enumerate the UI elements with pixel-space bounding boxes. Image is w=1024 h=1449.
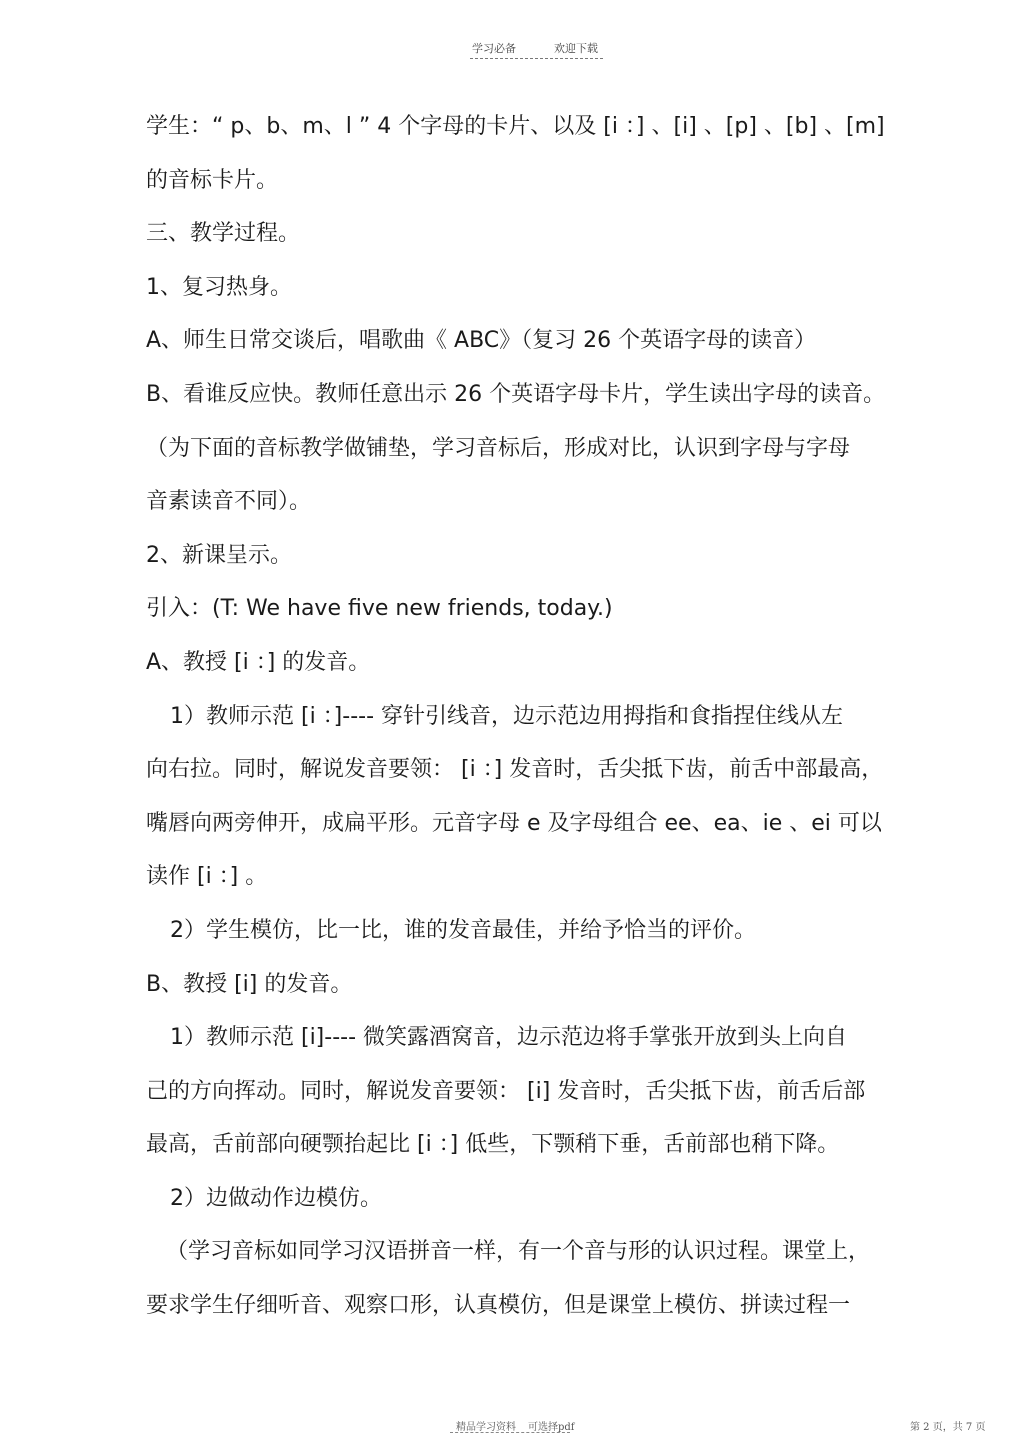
body-line: B、看谁反应快。教师任意出示 26 个英语字母卡片，学生读出字母的读音。 [146,381,886,407]
document-body [146,104,936,1337]
subsection-heading: 2、新课呈示。 [146,542,292,568]
body-line: 嘴唇向两旁伸开，成扁平形。元音字母 e 及字母组合 ee、ea、ie 、ei 可以 [146,810,882,836]
page-footer [0,1418,1024,1442]
body-line: 音素读音不同）。 [146,489,312,515]
body-line: 读作 [i ：] 。 [146,864,268,890]
body-line: 2）边做动作边模仿。 [170,1185,382,1211]
page-number: 第 2 页，共 7 页 [910,1422,986,1433]
header-right-text: 欢迎下载 [554,42,598,55]
body-line: 己的方向挥动。同时，解说发音要领： [i] 发音时，舌尖抵下齿，前舌后部 [146,1078,866,1104]
header-divider [470,58,603,59]
footer-left-text-1: 精品学习资料 [456,1422,516,1433]
body-line: （为下面的音标教学做铺垫，学习音标后，形成对比，认识到字母与字母 [146,435,851,461]
page-header [470,40,605,62]
subsection-heading: 1、复习热身。 [146,274,292,300]
footer-divider [450,1432,570,1433]
body-line: 最高，舌前部向硬颚抬起比 [i ：] 低些，下颚稍下垂，舌前部也稍下降。 [146,1132,840,1158]
body-line: 向右拉。同时，解说发音要领： [i ：] 发音时，舌尖抵下齿，前舌中部最高， [146,757,884,783]
body-line: 1）教师示范 [i ：]---- 穿针引线音，边示范边用拇指和食指捏住线从左 [170,703,844,729]
body-line: B、教授 [i] 的发音。 [146,971,353,997]
body-line: 学生：“ p、b、m、l ” 4 个字母的卡片、以及 [i ：] 、[i] 、[p] 、[b] 、[m] [146,114,885,139]
footer-left-text-2: 可选择pdf [528,1422,575,1433]
body-line: 2）学生模仿，比一比，谁的发音最佳，并给予恰当的评价。 [170,917,756,943]
body-line: 要求学生仔细听音、观察口形，认真模仿，但是课堂上模仿、拼读过程一 [146,1293,851,1319]
body-line: A、师生日常交谈后，唱歌曲《 ABC》（复习 26 个英语字母的读音） [146,328,817,354]
body-line: （学习音标如同学习汉语拼音一样，有一个音与形的认识过程。课堂上， [166,1239,871,1265]
header-left-text: 学习必备 [472,42,516,55]
body-line: A、教授 [i ：] 的发音。 [146,649,371,675]
body-line: 的音标卡片。 [146,167,279,193]
body-line: 1）教师示范 [i]---- 微笑露酒窝音，边示范边将手掌张开放到头上向自 [170,1025,848,1051]
section-heading: 三、教学过程。 [146,221,301,247]
footer-left [456,1418,575,1433]
body-line: 引入：(T: We have five new friends, today.) [146,596,613,622]
